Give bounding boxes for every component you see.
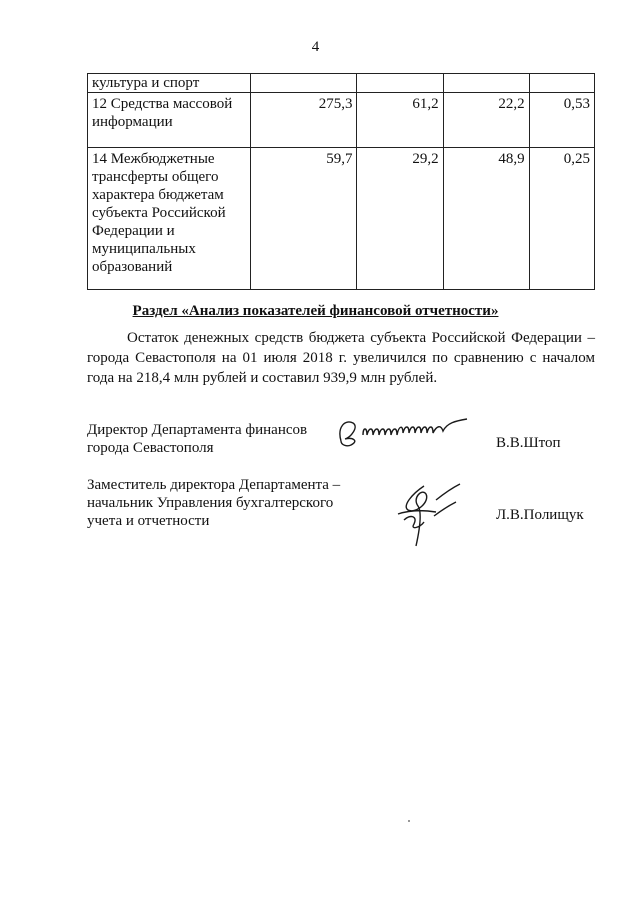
handwritten-signature-deputy: [390, 480, 470, 555]
row-value-1: [251, 74, 357, 93]
page-number: 4: [311, 39, 320, 55]
table-row: [88, 74, 595, 93]
budget-table: [87, 73, 595, 290]
row-value-2: [357, 74, 443, 93]
row-value-1: 59,7: [251, 148, 357, 290]
row-value-4: 0,25: [529, 148, 594, 290]
row-value-2: 29,2: [357, 148, 443, 290]
section-title: Раздел «Анализ показателей финансовой отчетности»: [132, 303, 499, 319]
signer-title-director: Директор Департамента финансов города Севастополя: [87, 422, 308, 456]
row-name: 12 Средства массовой информации: [88, 93, 251, 148]
row-name: 14 Межбюджетные трансферты общего характера бюджетам субъекта Российской Федерации и муниципальных образований: [88, 148, 251, 290]
row-value-1: 275,3: [251, 93, 357, 148]
row-value-4: 0,53: [529, 93, 594, 148]
row-value-3: [443, 74, 529, 93]
row-value-2: 61,2: [357, 93, 443, 148]
row-value-3: 22,2: [443, 93, 529, 148]
table-row: [88, 148, 595, 290]
signer-name-director: В.В.Штоп: [496, 435, 561, 451]
handwritten-signature-director: [333, 413, 473, 449]
signer-title-deputy: Заместитель директора Департамента – начальник Управления бухгалтерского учета и отчетности: [87, 477, 341, 529]
body-paragraph: Остаток денежных средств бюджета субъекта Российской Федерации – города Севастополя на 01 июля 2018 г. увеличился по сравнению с началом года на 218,4 млн рублей и составил 939,9 млн рублей.: [87, 330, 595, 386]
scan-speck: [408, 820, 410, 822]
row-value-3: 48,9: [443, 148, 529, 290]
signer-name-deputy: Л.В.Полищук: [496, 507, 584, 523]
table-row: [88, 93, 595, 148]
row-name: культура и спорт: [88, 74, 251, 93]
row-value-4: [529, 74, 594, 93]
